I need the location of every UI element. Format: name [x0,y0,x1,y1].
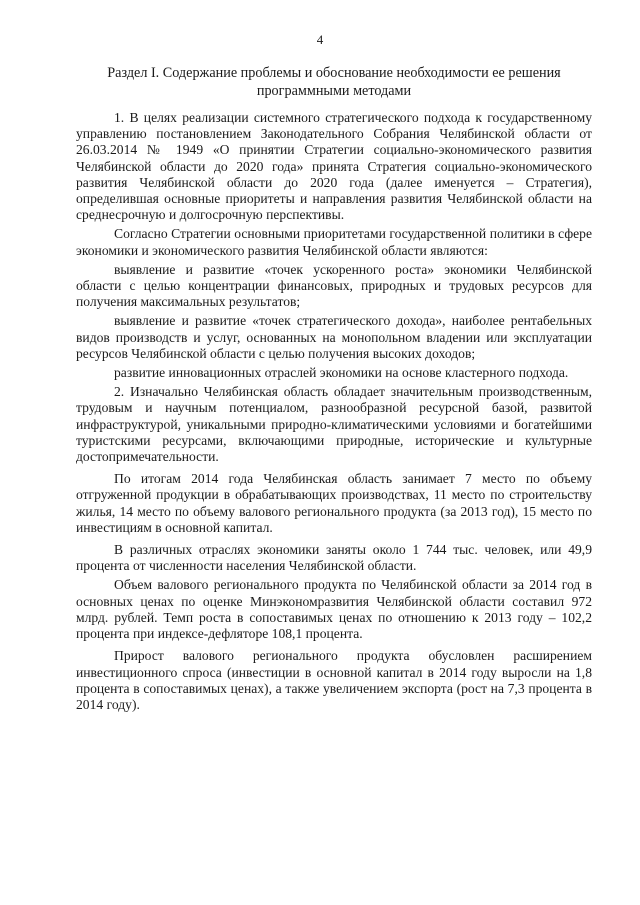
paragraph: выявление и развитие «точек стратегического дохода», наиболее рентабельных видов производств и услуг, основанных на монопольном владении или эксплуатации ресурсов Челябинской области с целью получения высоких доходов; [76,313,592,361]
paragraph: В различных отраслях экономики заняты около 1 744 тыс. человек, или 49,9 процента от численности населения Челябинской области. [76,542,592,574]
paragraph: 1. В целях реализации системного стратегического подхода к государственному управлению постановлением Законодательного Собрания Челябинской области от 26.03.2014 № 1949 «О принятии Стратегии социально-экономического развития Челябинской области до 2020 года» принята Стратегия социально-экономического развития Челябинской области до 2020 года (далее именуется – Стратегия), определившая основные приоритеты и направления развития Челябинской области на среднесрочную и долгосрочную перспективы. [76,110,592,223]
paragraph: выявление и развитие «точек ускоренного роста» экономики Челябинской области с целью концентрации финансовых, природных и трудовых ресурсов для получения максимальных результатов; [76,261,592,310]
document-body [76,110,592,716]
paragraph: По итогам 2014 года Челябинская область занимает 7 место по объему отгруженной продукции в обрабатывающих производствах, 11 место по строительству жилья, 14 место по объему валового регионального продукта (за 2013 год), 15 место по инвестициям в основной капитал. [76,471,592,535]
page-number: 4 [316,32,324,47]
section-heading: Раздел I. Содержание проблемы и обоснование необходимости ее решения программными методами [107,65,561,99]
paragraph: Прирост валового регионального продукта обусловлен расширением инвестиционного спроса (инвестиции в основной капитал в 2014 году выросли на 1,8 процента в сопоставимых ценах), а также увеличением экспорта (рост на 7,3 процента в 2014 году). [76,648,592,712]
paragraph: 2. Изначально Челябинская область обладает значительным производственным, трудовым и научным потенциалом, разнообразной ресурсной базой, развитой инфраструктурой, уникальными природно-климатическими условиями и богатейшими туристскими ресурсами, включающими природные, исторические и культурные достопримечательности. [76,384,592,465]
paragraph: развитие инновационных отраслей экономики на основе кластерного подхода. [114,365,569,381]
paragraph: Согласно Стратегии основными приоритетами государственной политики в сфере экономики и экономического развития Челябинской области являются: [76,226,592,258]
paragraph: Объем валового регионального продукта по Челябинской области за 2014 год в основных ценах по оценке Минэкономразвития Челябинской области составил 972 млрд. рублей. Темп роста в сопоставимых ценах по отношению к 2013 году – 102,2 процента при индексе-дефляторе 108,1 процента. [76,577,592,642]
